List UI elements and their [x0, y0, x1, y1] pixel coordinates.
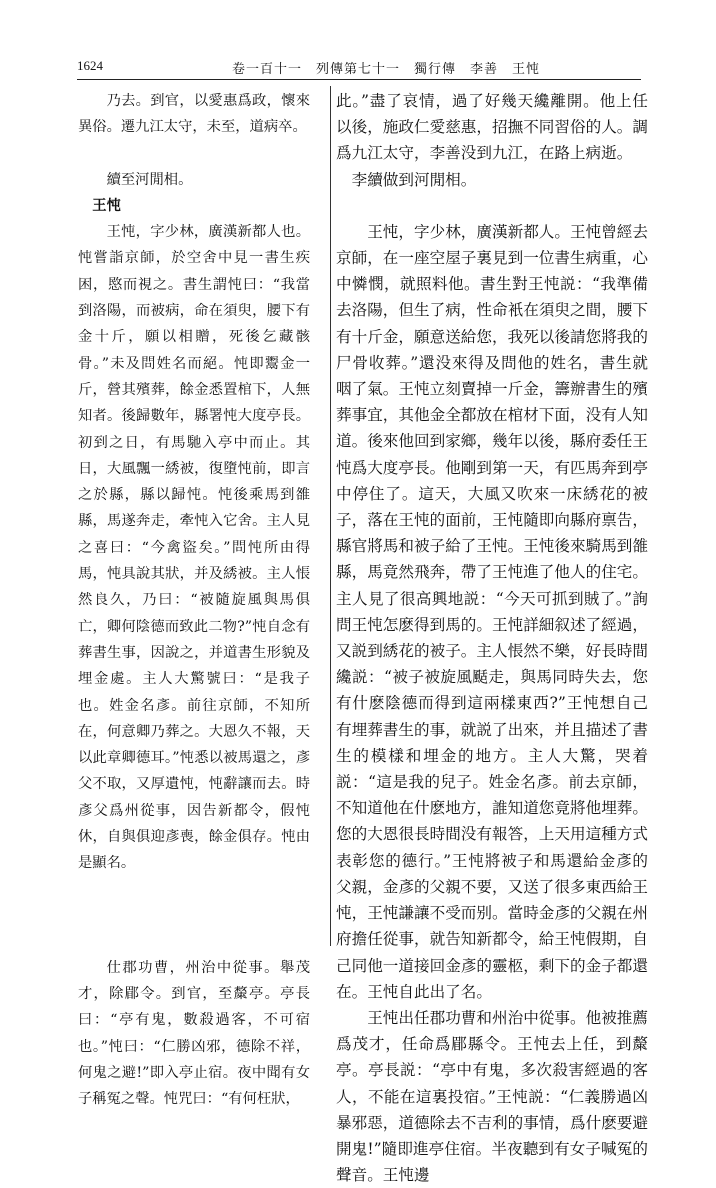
page-number: 1624 — [77, 58, 103, 73]
spacer — [78, 903, 310, 929]
translation-text-column — [336, 88, 648, 1188]
translation-paragraph-wang-tun-main: 王忳，字少林，廣漢新都人。王忳曾經去京師，在一座空屋子裏見到一位書生病重，心中憐憫，就照料他。書生對王忳説：“我準備去洛陽，但生了病，性命衹在須臾之間，腰下有十斤金，願意送給您，我死以後請您將我的尸骨收葬。”還没來得及問他的姓名，書生就咽了氣。王忳立刻賣掉一斤金，籌辦書生的殯葬事宜，其他金全都放在棺材下面，没有人知道。後來他回到家鄉，幾年以後，縣府委任王忳爲大度亭長。他剛到第一天，有匹馬奔到亭中停住了。這天，大風又吹來一床綉花的被子，落在王忳的面前，王忳隨即向縣府禀告，縣官將馬和被子給了王忳。王忳後來騎馬到雒縣，馬竟然飛奔，帶了王忳進了他人的住宅。主人見了很高興地説：“今天可抓到賊了。”詢問王忳怎麽得到馬的。王忳詳細叙述了經過，又説到綉花的被子。主人悵然不樂，好長時間纔説：“被子被旋風颳走，與馬同時失去，您有什麽陰德而得到這兩樣東西?”王忳想自己有埋葬書生的事，就説了出來，并且描述了書生的模樣和埋金的地方。主人大驚，哭着説：“這是我的兒子。姓金名彥。前去京師，不知道他在什麽地方，誰知道您竟將他埋葬。您的大恩很長時間没有報答，上天用這種方式表彰您的德行。”王忳將被子和馬還給金彥的父親，金彥的父親不要，又送了很多東西給王忳，王忳謙讓不受而别。當時金彥的父親在州府擔任從事，就告知新都令，給王忳假期，自己同他一道接回金彥的靈柩，剩下的金子都還在。王忳自此出了名。 — [336, 222, 648, 1001]
classical-paragraph-li-xu: 續至河閒相。 — [106, 171, 193, 188]
column-divider — [330, 86, 331, 946]
spacer — [78, 141, 310, 167]
classical-paragraph-wang-tun-office: 仕郡功曹，州治中從事。舉茂才，除郿令。到官，至斄亭。亭長曰：“亭有鬼，數殺過客，不可宿也。”忳曰：“仁勝凶邪，德除不祥，何鬼之避!”即入亭止宿。夜中聞有女子稱冤之聲。忳咒曰：“有何枉狀， — [78, 959, 310, 1108]
spacer — [336, 193, 648, 219]
spacer — [78, 929, 310, 955]
translation-paragraph-li-shan-end: 此。”盡了哀情，過了好幾天纔離開。他上任以後，施政仁愛慈惠，招撫不同習俗的人。調爲九江太守，李善没到九江，在路上病逝。 — [336, 92, 648, 163]
header-rule — [77, 79, 641, 80]
translation-paragraph-wang-tun-office: 王忳出任郡功曹和州治中從事。他被推薦爲茂才，任命爲郿縣令。王忳去上任，到斄亭。亭長説：“亭中有鬼，多次殺害經過的客人，不能在這裏投宿。”王忳説：“仁義勝過凶暴邪惡，道德除去不吉利的事情，爲什麽要避開鬼!”隨即進亭住宿。半夜聽到有女子喊冤的聲音。王忳邊 — [336, 1008, 648, 1185]
classical-paragraph-wang-tun-main: 王忳，字少林，廣漢新都人也。忳嘗詣京師，於空舍中見一書生疾困，愍而視之。書生謂忳曰：“我當到洛陽，而被病，命在須臾，腰下有金十斤，願以相贈，死後乞藏骸骨。”未及問姓名而絕。忳即鬻金一斤，營其殯葬，餘金悉置棺下，人無知者。後歸數年，縣署忳大度亭長。初到之日，有馬馳入亭中而止。其日，大風飄一綉被，復墮忳前，即言之於縣，縣以歸忳。忳後乘馬到雒縣，馬遂奔走，牽忳入它舍。主人見之喜曰：“今禽盜矣。”問忳所由得馬，忳具說其狀，并及綉被。主人悵然良久，乃曰：“被隨旋風與馬俱亡，卿何陰德而致此二物?”忳自念有葬書生事，因說之，并道書生形貌及埋金處。主人大驚號曰：“是我子也。姓金名彥。前往京師，不知所在，何意卿乃葬之。大恩久不報，天以此章卿德耳。”忳悉以被馬還之，彥父不取，又厚遺忳，忳辭讓而去。時彥父爲州從事，因告新都令，假忳休，自與俱迎彥喪，餘金俱存。忳由是顯名。 — [78, 224, 310, 872]
translation-paragraph-li-xu: 李續做到河閒相。 — [351, 170, 477, 189]
classical-paragraph-li-shan-end: 乃去。到官，以愛惠爲政，懷來異俗。遷九江太守，未至，道病卒。 — [78, 93, 310, 136]
section-title-wang-tun: 王忳 — [92, 197, 121, 214]
classical-text-column — [78, 88, 310, 1112]
spacer — [78, 877, 310, 903]
running-head: 卷一百十一 列傳第七十一 獨行傳 李善 王忳 — [232, 62, 541, 77]
